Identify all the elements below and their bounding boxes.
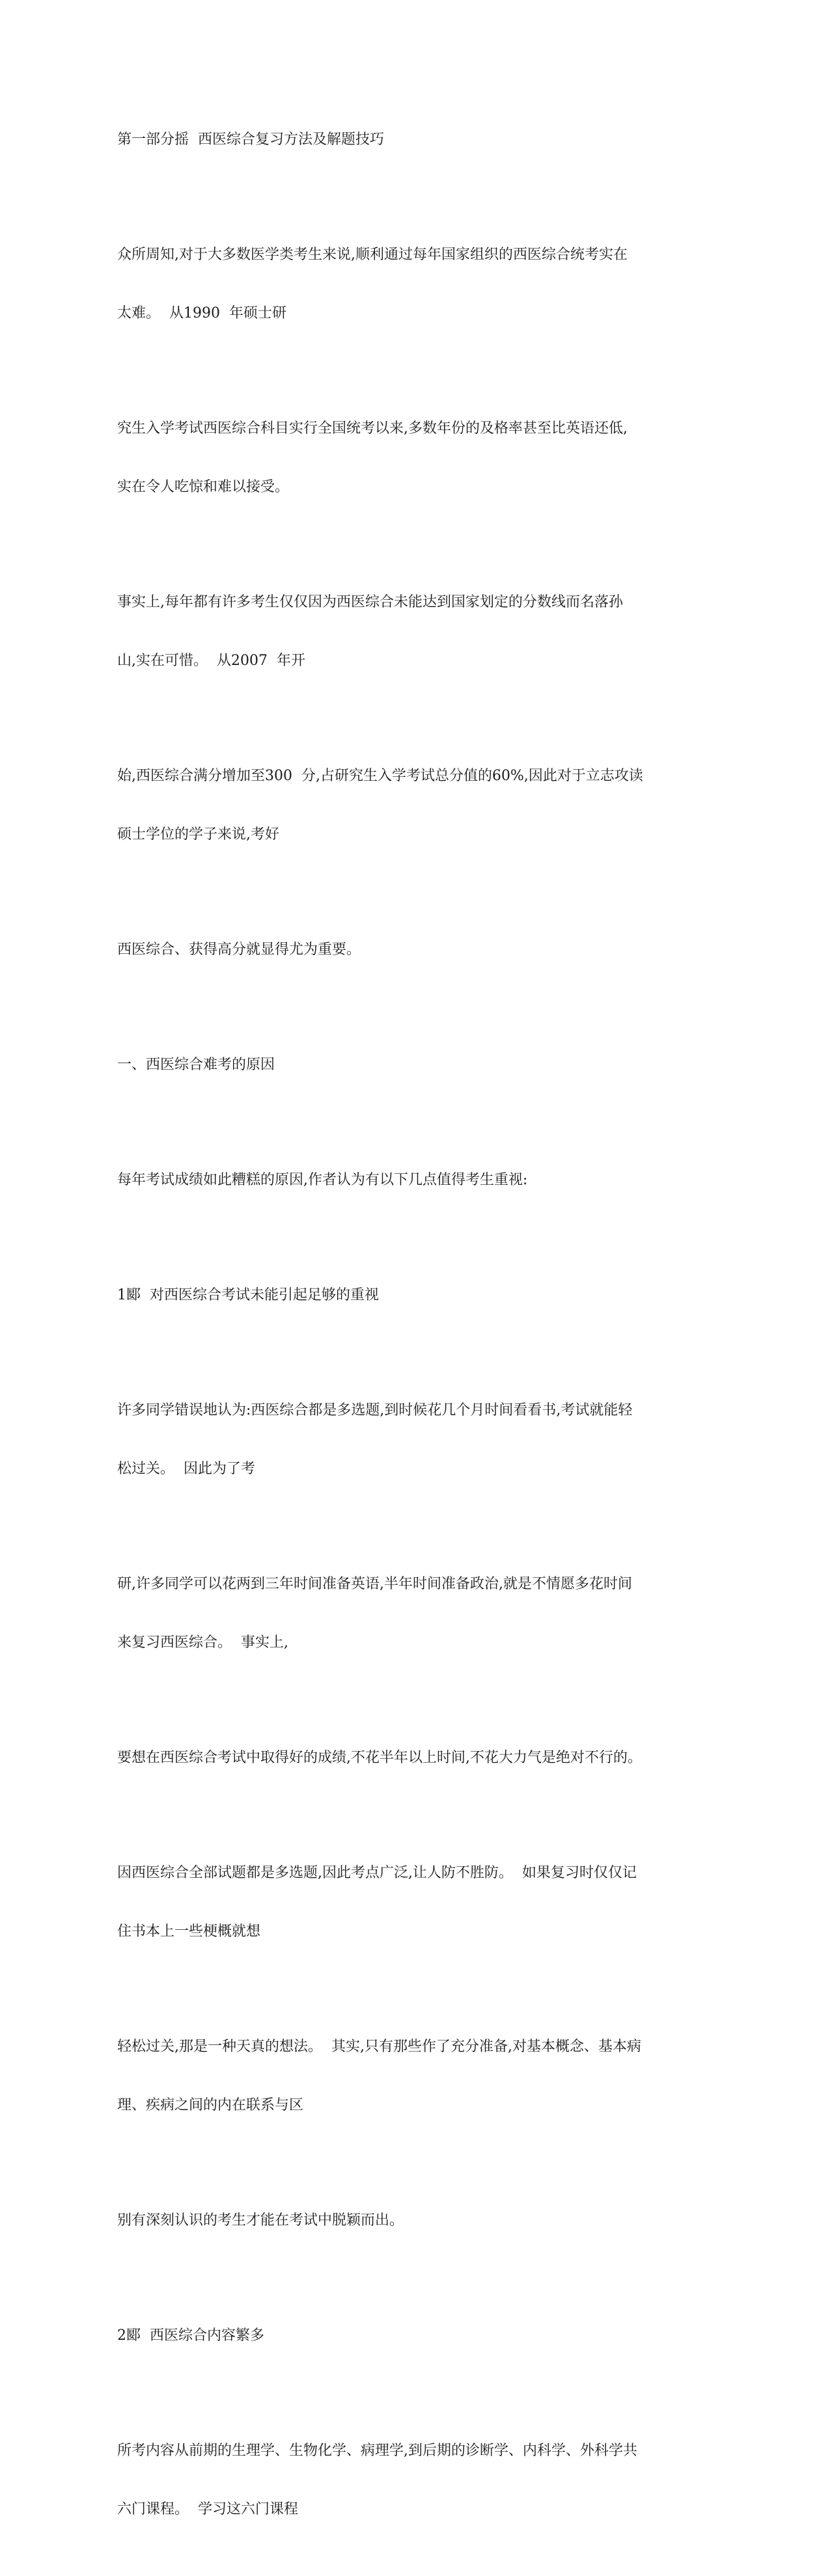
text-line: 住书本上一些梗概就想 <box>117 1923 261 1940</box>
text-line: 许多同学错误地认为:西医综合都是多选题,到时候花几个月时间看看书,考试就能轻 <box>117 1402 633 1418</box>
text-line: 别有深刻认识的考生才能在考试中脱颖而出。 <box>117 2212 404 2229</box>
paragraph <box>117 2172 684 2270</box>
document-page <box>117 91 684 2576</box>
text-line: 松过关。 因此为了考 <box>117 1461 255 1477</box>
text-line: 1郾 对西医综合考试未能引起足够的重视 <box>117 1287 379 1303</box>
numbered-heading <box>117 1247 684 1344</box>
paragraph <box>117 554 684 710</box>
paragraph <box>117 206 684 362</box>
text-line: 实在令人吃惊和难以接受。 <box>117 479 290 495</box>
text-line: 要想在西医综合考试中取得好的成绩,不花半年以上时间,不花大力气是绝对不行的。 <box>117 1750 642 1766</box>
text-line: 始,西医综合满分增加至300 分,占研究生入学考试总分值的60%,因此对于立志攻读 <box>117 768 643 784</box>
paragraph <box>117 727 684 884</box>
paragraph <box>117 1709 684 1807</box>
numbered-heading <box>117 2287 684 2385</box>
paragraph <box>117 1132 684 1229</box>
text-line: 因西医综合全部试题都是多选题,因此考点广泛,让人防不胜防。 如果复习时仅仅记 <box>117 1865 637 1881</box>
section-title <box>117 91 684 189</box>
paragraph <box>117 1998 684 2154</box>
text-line: 理、疾病之间的内在联系与区 <box>117 2097 304 2113</box>
text-line: 硕士学位的学子来说,考好 <box>117 826 279 843</box>
subsection-heading <box>117 1016 684 1114</box>
paragraph <box>117 1536 684 1692</box>
text-line: 六门课程。 学习这六门课程 <box>117 2501 298 2517</box>
text-line: 2郾 西医综合内容繁多 <box>117 2327 264 2344</box>
paragraph <box>117 901 684 999</box>
text-line: 轻松过关,那是一种天真的想法。 其实,只有那些作了充分准备,对基本概念、基本病 <box>117 2039 641 2055</box>
text-line: 研,许多同学可以花两到三年时间准备英语,半年时间准备政治,就是不情愿多花时间 <box>117 1576 632 1592</box>
paragraph <box>117 1824 684 1981</box>
text-line: 每年考试成绩如此糟糕的原因,作者认为有以下几点值得考生重视: <box>117 1172 528 1188</box>
text-line: 西医综合、获得高分就显得尤为重要。 <box>117 942 361 958</box>
text-line: 一、西医综合难考的原因 <box>117 1057 275 1073</box>
text-line: 山,实在可惜。 从2007 年开 <box>117 653 305 669</box>
paragraph <box>117 1362 684 1518</box>
paragraph <box>117 380 684 536</box>
text-line: 众所周知,对于大多数医学类考生来说,顺利通过每年国家组织的西医综合统考实在 <box>117 247 628 263</box>
paragraph <box>117 2402 684 2558</box>
text-line: 太难。 从1990 年硕士研 <box>117 305 286 321</box>
text-line: 来复习西医综合。 事实上, <box>117 1634 288 1651</box>
text-line: 第一部分摇 西医综合复习方法及解题技巧 <box>117 131 384 148</box>
text-line: 所考内容从前期的生理学、生物化学、病理学,到后期的诊断学、内科学、外科学共 <box>117 2443 637 2459</box>
text-line: 事实上,每年都有许多考生仅仅因为西医综合未能达到国家划定的分数线而名落孙 <box>117 594 623 610</box>
text-line: 究生入学考试西医综合科目实行全国统考以来,多数年份的及格率甚至比英语还低, <box>117 420 628 437</box>
